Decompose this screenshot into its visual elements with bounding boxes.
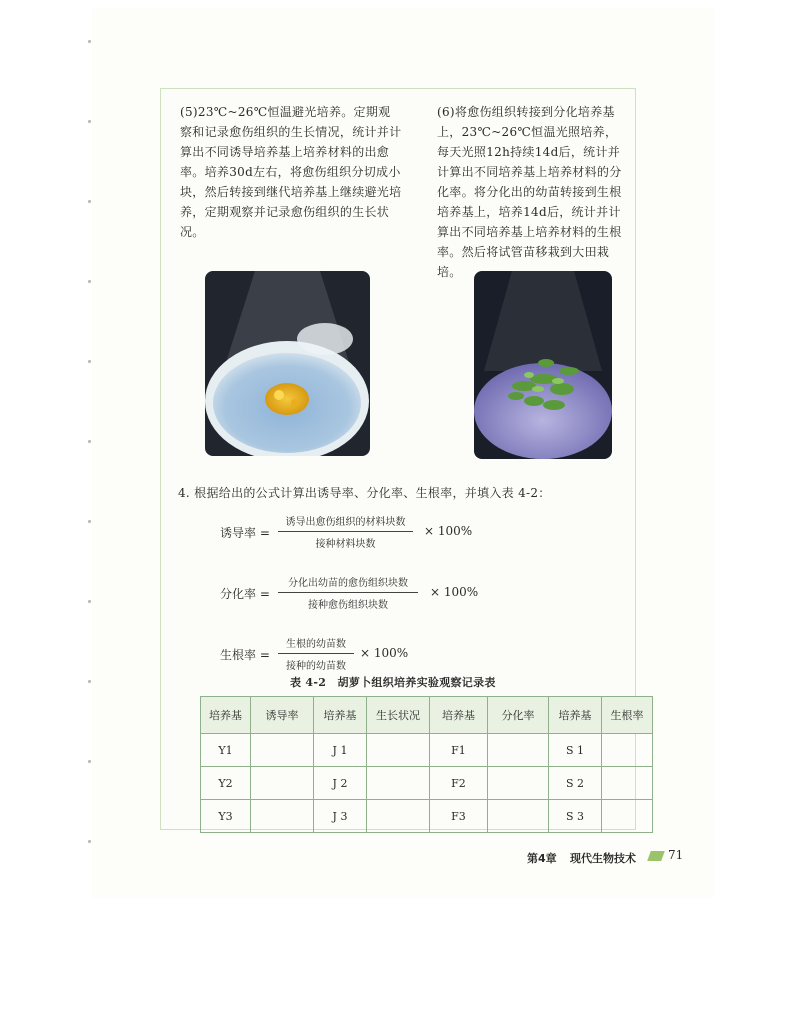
table-cell[interactable] xyxy=(251,800,314,833)
table-cell[interactable] xyxy=(367,800,430,833)
table-cell: Y1 xyxy=(201,734,251,767)
table-cell: Y3 xyxy=(201,800,251,833)
table-row xyxy=(201,734,653,767)
table-cell: S 3 xyxy=(549,800,602,833)
step-5-paragraph: (5)23℃~26℃恒温避光培养。定期观察和记录愈伤组织的生长情况，统计并计算出不同诱导培养基上培养材料的出愈率。培养30d左右，将愈伤组织分切成小块，然后转接到继代培养基上继续避光培养，定期观察并记录愈伤组织的生长状况。 xyxy=(180,105,402,239)
plantlet-photo xyxy=(474,271,612,459)
table-cell[interactable] xyxy=(367,734,430,767)
table-cell: S 1 xyxy=(549,734,602,767)
binding-mark xyxy=(88,680,91,683)
column-header: 培养基 xyxy=(314,697,367,734)
table-cell: J 3 xyxy=(314,800,367,833)
column-header: 生根率 xyxy=(602,697,653,734)
binding-mark xyxy=(88,760,91,763)
binding-mark xyxy=(88,360,91,363)
table-row xyxy=(201,767,653,800)
formula-numerator: 分化出幼苗的愈伤组织块数 xyxy=(288,578,408,589)
formula-label: 分化率 = xyxy=(220,587,270,601)
binding-mark xyxy=(88,840,91,843)
binding-mark xyxy=(88,520,91,523)
binding-mark xyxy=(88,120,91,123)
formula-denominator: 接种材料块数 xyxy=(315,539,376,550)
table-cell[interactable] xyxy=(251,767,314,800)
formula-label: 诱导率 = xyxy=(220,526,270,540)
formula-multiplier: × 100% xyxy=(360,646,409,660)
formula-numerator: 诱导出愈伤组织的材料块数 xyxy=(285,517,406,528)
step-6-paragraph: (6)将愈伤组织转接到分化培养基上，23℃~26℃恒温光照培养，每天光照12h持续14d后，统计并计算出不同培养基上培养材料的分化率。将分化出的幼苗转接到生根培养基上，培养14d后，统计并计算出不同培养基上培养材料的生根率。然后将试管苗移栽到大田栽培。 xyxy=(437,105,622,279)
column-header: 诱导率 xyxy=(251,697,314,734)
column-header: 生长状况 xyxy=(367,697,430,734)
binding-mark xyxy=(88,440,91,443)
table-cell: F2 xyxy=(430,767,488,800)
table-cell[interactable] xyxy=(602,734,653,767)
binding-mark xyxy=(88,40,91,43)
table-cell[interactable] xyxy=(367,767,430,800)
binding-mark xyxy=(88,600,91,603)
column-header: 培养基 xyxy=(549,697,602,734)
table-cell[interactable] xyxy=(488,800,549,833)
formula-label: 生根率 = xyxy=(220,648,270,662)
table-row xyxy=(201,800,653,833)
binding-mark xyxy=(88,200,91,203)
table-cell: F3 xyxy=(430,800,488,833)
binding-mark xyxy=(88,280,91,283)
table-cell: Y2 xyxy=(201,767,251,800)
fraction-bar xyxy=(278,653,354,654)
table-cell: J 2 xyxy=(314,767,367,800)
callus-photo xyxy=(205,271,370,456)
table-cell: S 2 xyxy=(549,767,602,800)
formula-denominator: 接种愈伤组织块数 xyxy=(308,600,388,611)
page-number: 71 xyxy=(668,848,684,862)
table-cell: F1 xyxy=(430,734,488,767)
table-caption: 表 4-2 胡萝卜组织培养实验观察记录表 xyxy=(290,676,496,689)
fraction-bar xyxy=(278,592,418,593)
formula-multiplier: × 100% xyxy=(430,585,479,599)
table-header-row xyxy=(201,697,653,734)
table-cell[interactable] xyxy=(488,767,549,800)
table-cell: J 1 xyxy=(314,734,367,767)
column-header: 培养基 xyxy=(201,697,251,734)
fraction-bar xyxy=(278,531,413,532)
column-header: 培养基 xyxy=(430,697,488,734)
formula-numerator: 生根的幼苗数 xyxy=(286,639,346,650)
item-4-instruction: 4. 根据给出的公式计算出诱导率、分化率、生根率，并填入表 4-2： xyxy=(178,486,551,500)
footer-title: 现代生物技术 xyxy=(570,852,636,865)
footer-chapter: 第4章 xyxy=(527,852,557,865)
formula-denominator: 接种的幼苗数 xyxy=(286,661,346,672)
table-cell[interactable] xyxy=(251,734,314,767)
formula-multiplier: × 100% xyxy=(424,524,473,538)
table-cell[interactable] xyxy=(488,734,549,767)
observation-table xyxy=(200,696,653,833)
table-cell[interactable] xyxy=(602,767,653,800)
table-cell[interactable] xyxy=(602,800,653,833)
column-header: 分化率 xyxy=(488,697,549,734)
